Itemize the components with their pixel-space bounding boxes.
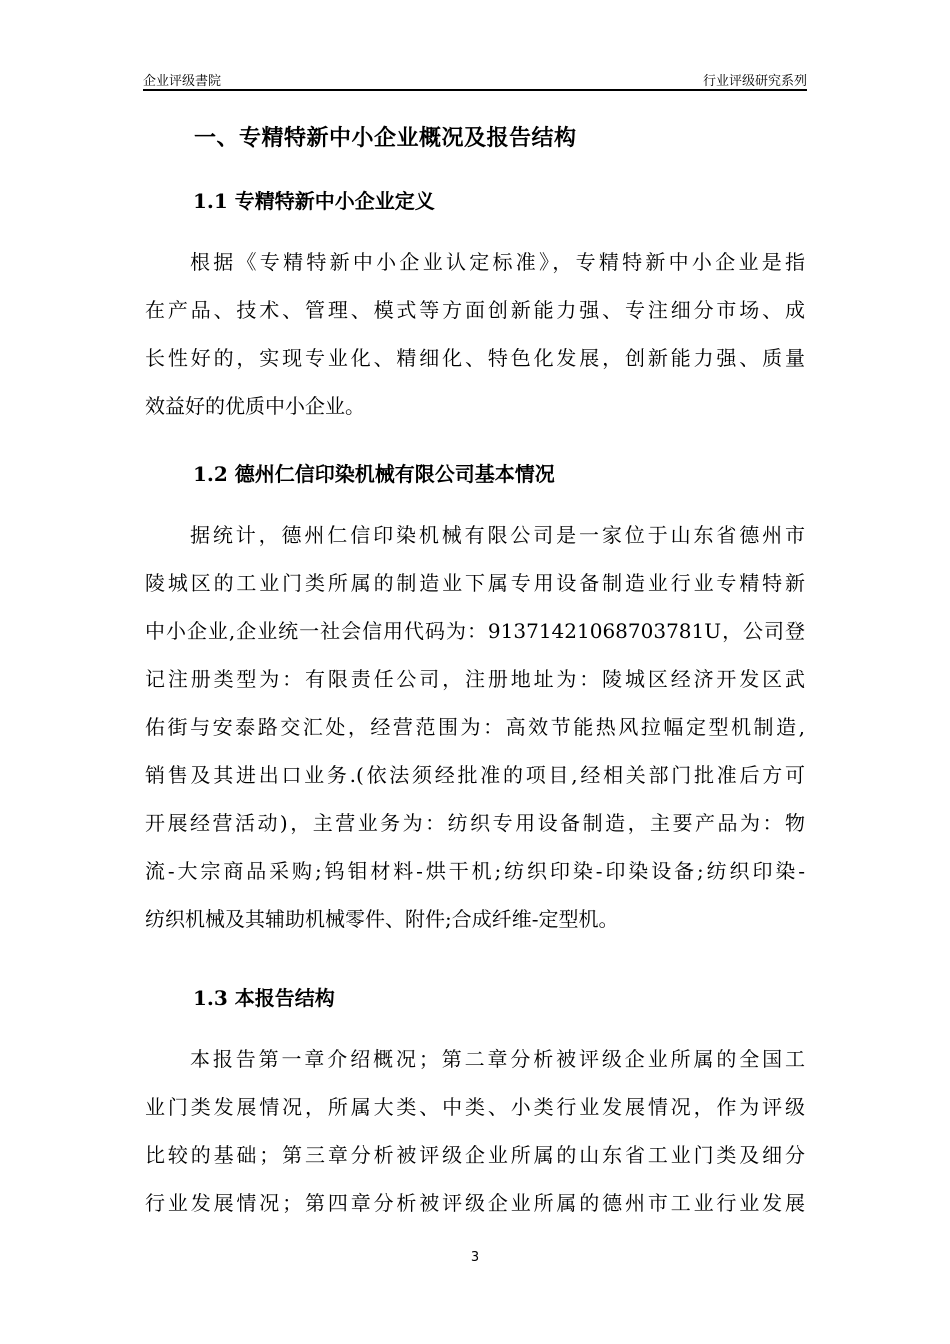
paragraph-line: 长性好的，实现专业化、精细化、特色化发展，创新能力强、质量 <box>145 346 805 370</box>
page-number: 3 <box>470 1250 480 1265</box>
header-series: 行业评级研究系列 <box>702 74 807 89</box>
paragraph-line: 记注册类型为：有限责任公司，注册地址为：陵城区经济开发区武 <box>145 667 805 691</box>
paragraph-line: 本报告第一章介绍概况；第二章分析被评级企业所属的全国工 <box>190 1047 805 1071</box>
paragraph-line: 业门类发展情况，所属大类、中类、小类行业发展情况，作为评级 <box>145 1095 805 1119</box>
paragraph-line: 佑街与安泰路交汇处，经营范围为：高效节能热风拉幅定型机制造, <box>145 715 805 739</box>
paragraph-line: 行业发展情况；第四章分析被评级企业所属的德州市工业行业发展 <box>145 1191 805 1215</box>
paragraph-line: 销售及其进出口业务.(依法须经批准的项目,经相关部门批准后方可 <box>145 763 805 787</box>
header-publisher: 企业评级書院 <box>143 74 222 89</box>
paragraph-line: 据统计，德州仁信印染机械有限公司是一家位于山东省德州市 <box>190 523 805 547</box>
paragraph-line: 根据《专精特新中小企业认定标准》，专精特新中小企业是指 <box>190 250 805 274</box>
paragraph-line: 流-大宗商品采购;钨钼材料-烘干机;纺织印染-印染设备;纺织印染- <box>145 859 805 883</box>
paragraph-line: 比较的基础；第三章分析被评级企业所属的山东省工业门类及细分 <box>145 1143 805 1167</box>
paragraph-line: 陵城区的工业门类所属的制造业下属专用设备制造业行业专精特新 <box>145 571 805 595</box>
section-heading-1-1: 1.1 专精特新中小企业定义 <box>193 189 435 213</box>
paragraph-line: 在产品、技术、管理、模式等方面创新能力强、专注细分市场、成 <box>145 298 805 322</box>
chapter-title: 一、专精特新中小企业概况及报告结构 <box>194 125 577 151</box>
paragraph-line: 开展经营活动)，主营业务为：纺织专用设备制造，主要产品为：物 <box>145 811 805 835</box>
paragraph-line: 效益好的优质中小企业。 <box>145 394 365 418</box>
header-divider <box>143 89 807 91</box>
section-heading-1-3: 1.3 本报告结构 <box>193 986 335 1010</box>
section-heading-1-2: 1.2 德州仁信印染机械有限公司基本情况 <box>193 462 555 486</box>
paragraph-line: 纺织机械及其辅助机械零件、附件;合成纤维-定型机。 <box>145 907 619 931</box>
paragraph-line: 中小企业,企业统一社会信用代码为：91371421068703781U，公司登 <box>145 619 805 643</box>
